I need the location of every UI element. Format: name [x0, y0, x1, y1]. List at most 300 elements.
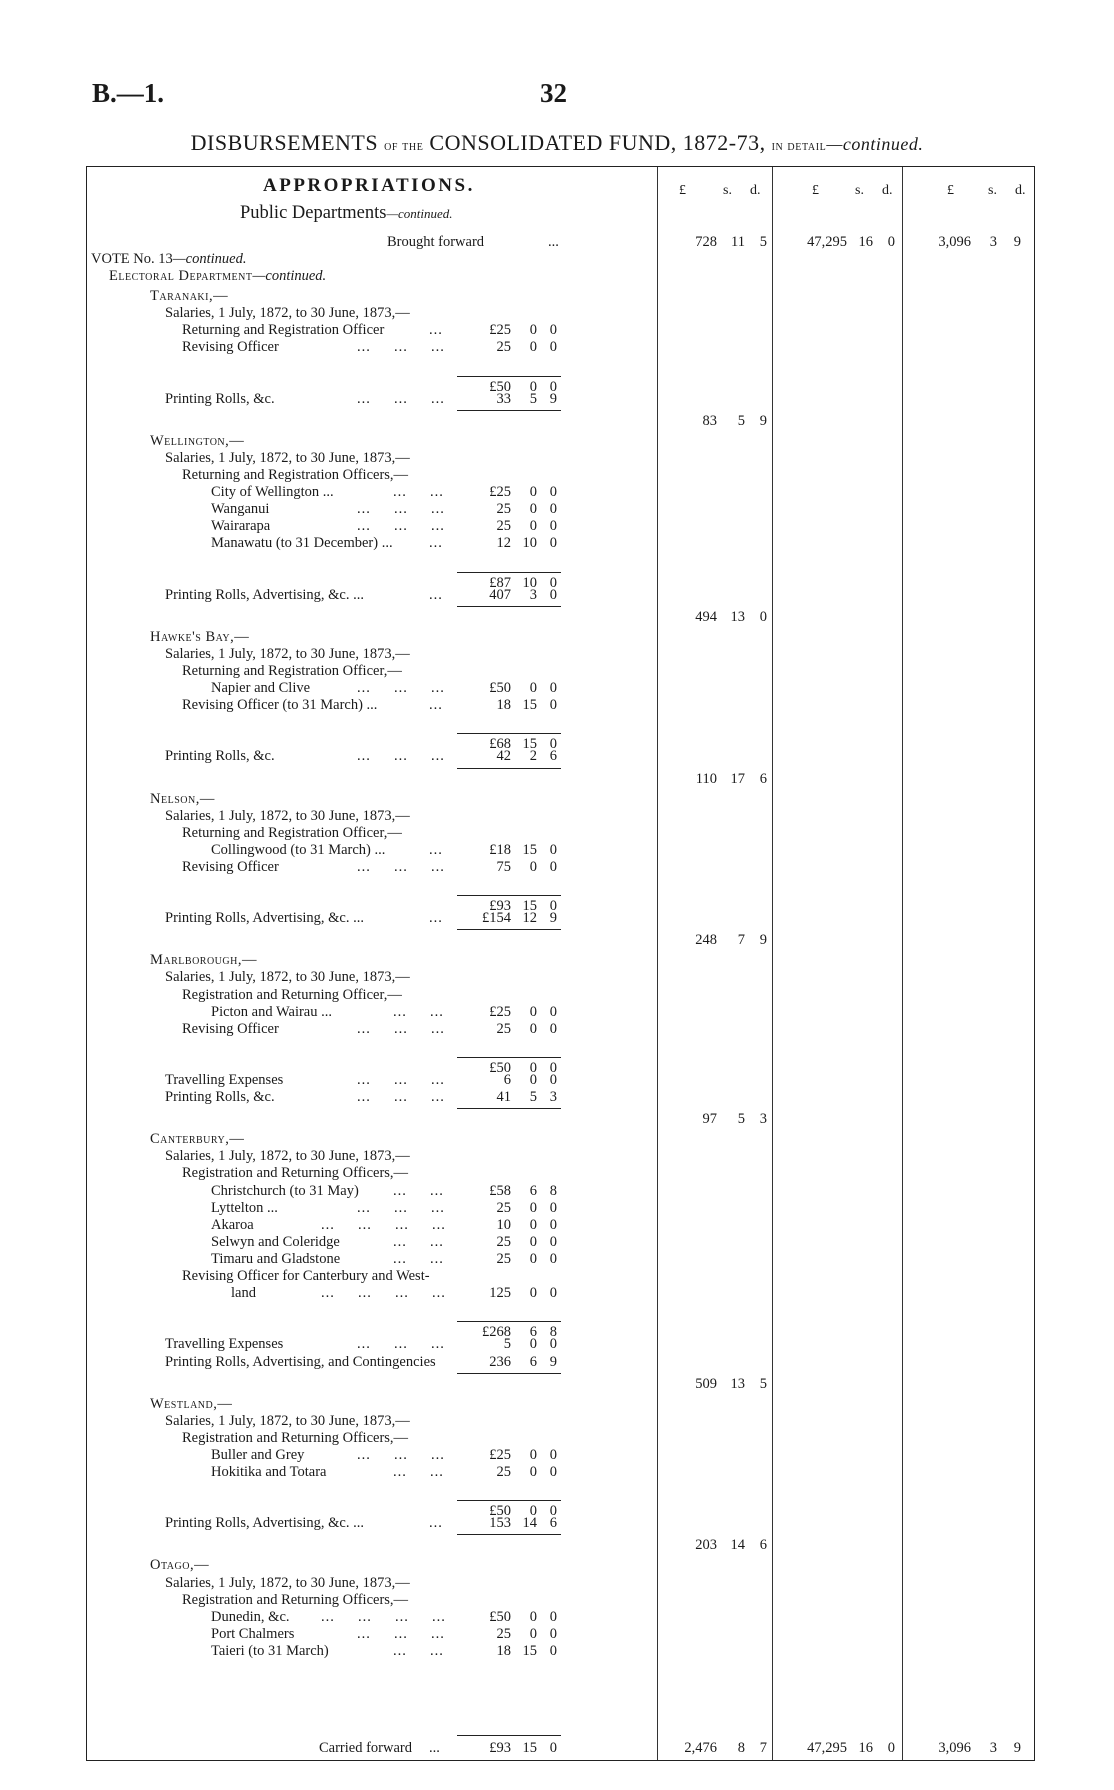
item-label: Registration and Returning Officers,—: [182, 1165, 409, 1182]
department-total-row: [87, 771, 1036, 788]
amount-pence: 8: [549, 1324, 557, 1341]
line-item: [87, 842, 1036, 859]
dot-leader: ... ...: [393, 1233, 444, 1250]
amount-shillings: 0: [529, 1250, 537, 1267]
shilling-caption: s.: [723, 183, 732, 198]
dot-leader: ...: [429, 586, 443, 603]
carried-forward-shillings: 8: [737, 1740, 745, 1756]
amount-pence: 0: [549, 1464, 557, 1480]
page-reference: B.—1.: [92, 78, 165, 108]
brought-forward-shillings: 16: [858, 234, 873, 250]
department-continued: —continued.: [252, 268, 327, 284]
total-shillings: 7: [737, 932, 745, 949]
item-label: Wanganui: [211, 501, 270, 518]
carried-forward-shillings: 15: [522, 1740, 537, 1756]
line-item: [87, 825, 1036, 842]
amount-shillings: 12: [522, 910, 537, 927]
line-item: [87, 1464, 1036, 1481]
section-subheading: [240, 205, 453, 227]
line-item: [87, 501, 1036, 518]
line-item: [87, 535, 1036, 552]
amount-pounds: £50: [489, 1608, 511, 1625]
amount-pounds: 153: [489, 1515, 511, 1532]
dot-leader: ... ... ...: [357, 1020, 445, 1037]
amount-shillings: 0: [529, 1233, 537, 1250]
item-label: Salaries, 1 July, 1872, to 30 June, 1873,—: [165, 645, 410, 662]
line-item: [87, 748, 1036, 765]
amount-pounds: 5: [503, 1336, 511, 1353]
item-label: Picton and Wairau ...: [211, 1003, 332, 1020]
amount-shillings: 0: [529, 858, 537, 875]
amount-pounds: 10: [496, 1216, 511, 1233]
amount-shillings: 15: [522, 1642, 537, 1659]
amount-pence: 0: [549, 322, 557, 339]
total-pounds: 248: [695, 932, 717, 949]
total-pounds: 494: [695, 608, 717, 625]
total-pounds: 203: [695, 1537, 717, 1554]
subtotal-rule: [457, 1373, 561, 1374]
amount-pounds: £268: [482, 1324, 511, 1341]
item-label: Revising Officer: [182, 858, 279, 875]
item-label: Taieri (to 31 March): [211, 1642, 329, 1659]
amount-shillings: 0: [529, 680, 537, 696]
carried-forward-shillings: 3: [989, 1740, 997, 1756]
amount-pence: 0: [549, 1003, 557, 1020]
amount-pounds: £25: [489, 1446, 511, 1463]
title-part-2: of the: [384, 139, 424, 154]
item-label: Revising Officer: [182, 339, 279, 356]
item-label: Nelson,—: [150, 790, 215, 807]
amount-pence: 0: [549, 1642, 557, 1659]
amount-pounds: £87: [489, 574, 511, 591]
item-label: Akaroa: [211, 1216, 254, 1233]
item-label: Salaries, 1 July, 1872, to 30 June, 1873,—: [165, 305, 410, 322]
amount-shillings: 0: [529, 322, 537, 339]
amount-pounds: £50: [489, 680, 511, 696]
amount-pence: 9: [549, 910, 557, 927]
amount-shillings: 10: [522, 574, 537, 591]
amount-shillings: 15: [522, 841, 537, 858]
amount-pounds: £25: [489, 322, 511, 339]
brought-forward-pence: 5: [759, 234, 767, 250]
amount-shillings: 15: [522, 898, 537, 915]
item-label: Registration and Returning Officers,—: [182, 1429, 409, 1446]
amount-pence: 0: [549, 535, 557, 552]
line-item: [87, 450, 1036, 467]
amount-shillings: 6: [529, 1353, 537, 1370]
department-line: [109, 268, 326, 285]
department-total-row: [87, 1111, 1036, 1128]
dot-leader: ... ... ... ...: [321, 1285, 446, 1302]
department-total-row: [87, 609, 1036, 626]
item-label: Hawke's Bay,—: [150, 628, 250, 645]
total-pounds: 83: [702, 412, 717, 429]
item-label: Salaries, 1 July, 1872, to 30 June, 1873,—: [165, 1574, 410, 1591]
department-total-row: [87, 413, 1036, 430]
line-item: [87, 1336, 1036, 1353]
amount-pounds: £68: [489, 736, 511, 753]
brought-forward-pounds: 3,096: [938, 234, 971, 250]
dot-leader: ... ...: [393, 1464, 444, 1480]
item-label: Revising Officer (to 31 March) ...: [182, 697, 378, 714]
line-item: [87, 1072, 1036, 1089]
amount-pounds: £154: [482, 910, 511, 927]
line-item: [87, 587, 1036, 604]
line-item: [87, 680, 1036, 697]
pound-caption: £: [947, 183, 954, 198]
dot-leader: ...: [429, 322, 443, 339]
amount-pence: 0: [549, 586, 557, 603]
amount-pence: 0: [549, 1059, 557, 1076]
item-label: Printing Rolls, &c.: [165, 748, 275, 765]
dot-leader: ... ...: [393, 484, 444, 500]
dot-leader: ...: [429, 697, 443, 714]
subtotal-rule: [457, 768, 561, 769]
amount-pounds: 18: [496, 697, 511, 714]
amount-shillings: 5: [529, 390, 537, 407]
amount-pence: 0: [549, 1625, 557, 1642]
item-label: Revising Officer: [182, 1020, 279, 1037]
amount-pence: 0: [549, 1020, 557, 1037]
line-item: [87, 484, 1036, 501]
amount-pounds: 25: [496, 501, 511, 518]
dot-leader: ...: [548, 234, 559, 250]
line-item: [87, 1285, 1036, 1302]
amount-pence: 0: [549, 378, 557, 395]
amount-pounds: 41: [496, 1089, 511, 1106]
item-label: Registration and Returning Officers,—: [182, 1591, 409, 1608]
line-item: [87, 305, 1036, 322]
amount-shillings: 0: [529, 378, 537, 395]
amount-pounds: 25: [496, 1020, 511, 1037]
total-shillings: 5: [737, 412, 745, 429]
brought-forward-pence: 0: [887, 234, 895, 250]
item-label: Christchurch (to 31 May): [211, 1182, 359, 1199]
brought-forward-shillings: 11: [731, 234, 745, 250]
amount-pence: 6: [549, 1515, 557, 1532]
amount-shillings: 6: [529, 1182, 537, 1199]
dot-leader: ... ... ...: [357, 1625, 445, 1642]
subtotal-rule: [457, 606, 561, 607]
item-label: Manawatu (to 31 December) ...: [211, 535, 393, 552]
subheading-continued: —continued.: [386, 206, 453, 221]
amount-shillings: 0: [529, 1446, 537, 1463]
item-label: Dunedin, &c.: [211, 1608, 290, 1625]
line-item: [87, 1148, 1036, 1165]
amount-pounds: £93: [489, 898, 511, 915]
department-total-row: [87, 1537, 1036, 1554]
line-item: [87, 391, 1036, 408]
amount-pence: 0: [549, 736, 557, 753]
dot-leader: ... ... ...: [357, 680, 445, 696]
line-item: [87, 969, 1036, 986]
pence-caption: d.: [1015, 183, 1026, 198]
item-label: Printing Rolls, &c.: [165, 1089, 275, 1106]
item-label: Lyttelton ...: [211, 1199, 278, 1216]
carried-forward-pounds: 2,476: [684, 1740, 717, 1756]
amount-pence: 0: [549, 1233, 557, 1250]
carried-forward-pounds: £93: [489, 1740, 511, 1756]
brought-forward-row: [87, 234, 1036, 251]
amount-shillings: 14: [522, 1515, 537, 1532]
title-part-3: CONSOLIDATED FUND, 1872-73,: [429, 130, 766, 155]
amount-pounds: 125: [489, 1285, 511, 1302]
item-label: Westland,—: [150, 1395, 233, 1412]
carried-forward-label: Carried forward: [319, 1740, 412, 1756]
total-shillings: 14: [730, 1537, 745, 1554]
amount-pence: 0: [549, 841, 557, 858]
amount-pounds: 18: [496, 1642, 511, 1659]
line-item: [87, 910, 1036, 927]
pound-caption: £: [812, 183, 819, 198]
amount-pounds: 25: [496, 1250, 511, 1267]
item-label: Printing Rolls, Advertising, &c. ...: [165, 910, 364, 927]
total-pence: 5: [759, 1375, 767, 1392]
item-label: Returning and Registration Officer,—: [182, 824, 402, 841]
district-heading: [87, 433, 1036, 450]
item-label: Selwyn and Coleridge: [211, 1233, 340, 1250]
carried-forward-pence: 0: [549, 1740, 557, 1756]
item-label: Printing Rolls, &c.: [165, 390, 275, 407]
amount-pounds: 25: [496, 518, 511, 535]
amount-pence: 8: [549, 1182, 557, 1199]
dot-leader: ... ...: [393, 1003, 444, 1020]
item-label: Salaries, 1 July, 1872, to 30 June, 1873,—: [165, 449, 410, 466]
amount-pounds: 25: [496, 1233, 511, 1250]
carried-forward-pence: 0: [887, 1740, 895, 1756]
amount-pounds: £18: [489, 841, 511, 858]
amount-pounds: £50: [489, 1059, 511, 1076]
dot-leader: ... ... ... ...: [321, 1608, 446, 1625]
vote-continued: —continued.: [172, 251, 247, 267]
item-label: Revising Officer for Canterbury and West-: [182, 1268, 430, 1284]
amount-pounds: £25: [489, 1003, 511, 1020]
line-item: [87, 1268, 1036, 1285]
line-item: [87, 1217, 1036, 1234]
amount-shillings: 5: [529, 1089, 537, 1106]
line-item: [87, 1609, 1036, 1626]
amount-pounds: 12: [496, 535, 511, 552]
amount-shillings: 0: [529, 501, 537, 518]
total-pounds: 509: [695, 1375, 717, 1392]
line-item: [87, 1004, 1036, 1021]
item-label: Returning and Registration Officer,—: [182, 662, 402, 679]
amount-pounds: 236: [489, 1353, 511, 1370]
amount-pounds: £50: [489, 378, 511, 395]
amount-shillings: 0: [529, 1020, 537, 1037]
department-label: Electoral Department: [109, 268, 253, 284]
amount-shillings: 0: [529, 1003, 537, 1020]
amount-pence: 0: [549, 697, 557, 714]
subtotal-rule: [457, 1500, 561, 1501]
amount-pence: 0: [549, 1285, 557, 1302]
item-label: Buller and Grey: [211, 1446, 305, 1463]
amount-pence: 0: [549, 898, 557, 915]
carried-forward-pounds: 47,295: [807, 1740, 847, 1756]
item-label: Canterbury,—: [150, 1131, 245, 1148]
amount-pounds: 6: [503, 1072, 511, 1088]
brought-forward-shillings: 3: [989, 234, 997, 250]
line-item: [87, 518, 1036, 535]
shilling-caption: s.: [855, 183, 864, 198]
district-heading: [87, 1131, 1036, 1148]
line-item: [87, 1251, 1036, 1268]
brought-forward-label: Brought forward: [387, 234, 485, 250]
line-item: [87, 322, 1036, 339]
amount-shillings: 0: [529, 1285, 537, 1302]
district-heading: [87, 791, 1036, 808]
item-label: Timaru and Gladstone: [211, 1250, 341, 1267]
shilling-caption: s.: [988, 183, 997, 198]
amount-pence: 0: [549, 1336, 557, 1353]
line-item: [87, 1089, 1036, 1106]
district-heading: [87, 288, 1036, 305]
subtotal-rule: [457, 733, 561, 734]
amount-pence: 0: [549, 1503, 557, 1520]
page-number: 32: [540, 78, 567, 108]
brought-forward-pounds: 47,295: [807, 234, 847, 250]
dot-leader: ... ... ...: [357, 501, 445, 518]
item-label: Salaries, 1 July, 1872, to 30 June, 1873,—: [165, 807, 410, 824]
carried-forward-pounds: 3,096: [938, 1740, 971, 1756]
item-label: Salaries, 1 July, 1872, to 30 June, 1873,—: [165, 969, 410, 986]
dot-leader: ... ... ...: [357, 748, 445, 765]
total-pounds: 110: [695, 770, 717, 787]
amount-pence: 0: [549, 1199, 557, 1216]
subheading-text: Public Departments: [240, 203, 387, 223]
title-part-5: —continued.: [826, 134, 924, 154]
amount-pounds: 25: [496, 1625, 511, 1642]
line-item: [87, 808, 1036, 825]
item-label: Collingwood (to 31 March) ...: [211, 841, 386, 858]
total-pence: 3: [759, 1111, 767, 1128]
amount-shillings: 0: [529, 1059, 537, 1076]
department-total-row: [87, 932, 1036, 949]
amount-pence: 9: [549, 390, 557, 407]
district-heading: [87, 629, 1036, 646]
total-pence: 9: [759, 412, 767, 429]
line-item: [87, 1575, 1036, 1592]
item-label: Hokitika and Totara: [211, 1464, 327, 1480]
amount-pence: 0: [549, 518, 557, 535]
amount-shillings: 0: [529, 1608, 537, 1625]
item-label: Wairarapa: [211, 518, 271, 535]
amount-pounds: 42: [496, 748, 511, 765]
pound-caption: £: [679, 183, 686, 198]
amount-shillings: 0: [529, 1503, 537, 1520]
line-item: [87, 1515, 1036, 1532]
carried-forward-shillings: 16: [858, 1740, 873, 1756]
total-shillings: 5: [737, 1111, 745, 1128]
line-item: [87, 1447, 1036, 1464]
carried-forward-pence: 7: [759, 1740, 767, 1756]
total-shillings: 13: [730, 1375, 745, 1392]
dot-leader: ... ...: [393, 1642, 444, 1659]
dot-leader: ... ...: [393, 1182, 444, 1199]
amount-shillings: 0: [529, 518, 537, 535]
item-label: Salaries, 1 July, 1872, to 30 June, 1873,—: [165, 1412, 410, 1429]
item-label: Returning and Registration Officer: [182, 322, 385, 339]
appropriations-table: [86, 166, 1035, 1761]
item-label: Napier and Clive: [211, 680, 311, 696]
dot-leader: ... ... ...: [357, 1089, 445, 1106]
amount-pence: 0: [549, 574, 557, 591]
amount-pounds: 25: [496, 339, 511, 356]
item-label: Otago,—: [150, 1557, 210, 1574]
amount-pounds: 407: [489, 586, 511, 603]
brought-forward-pounds: 728: [695, 234, 717, 250]
line-item: [87, 1200, 1036, 1217]
carried-forward-row: [87, 1740, 1036, 1757]
subtotal-rule: [457, 895, 561, 896]
line-item: [87, 1021, 1036, 1038]
amount-shillings: 0: [529, 1216, 537, 1233]
amount-pounds: £25: [489, 484, 511, 500]
amount-pence: 0: [549, 1446, 557, 1463]
amount-pounds: £58: [489, 1182, 511, 1199]
line-item: [87, 646, 1036, 663]
total-pence: 6: [759, 1537, 767, 1554]
amount-shillings: 6: [529, 1324, 537, 1341]
dot-leader: ... ... ...: [357, 1446, 445, 1463]
dot-leader: ... ... ...: [357, 1199, 445, 1216]
amount-shillings: 0: [529, 1625, 537, 1642]
dot-leader: ...: [429, 910, 443, 927]
dot-leader: ... ... ... ...: [321, 1216, 446, 1233]
dot-leader: ... ... ...: [357, 858, 445, 875]
amount-shillings: 3: [529, 586, 537, 603]
dot-leader: ... ... ...: [357, 1072, 445, 1088]
line-item: [87, 697, 1036, 714]
dot-leader: ...: [429, 1740, 440, 1756]
amount-pence: 3: [549, 1089, 557, 1106]
amount-shillings: 0: [529, 339, 537, 356]
line-item: [87, 1234, 1036, 1251]
amount-shillings: 15: [522, 697, 537, 714]
vote-label: VOTE No. 13: [91, 251, 173, 267]
title-part-4: in detail: [771, 139, 827, 154]
item-label: Travelling Expenses: [165, 1336, 284, 1353]
amount-pence: 0: [549, 1072, 557, 1088]
amount-pence: 0: [549, 1250, 557, 1267]
line-item: [87, 1354, 1036, 1371]
item-label: Travelling Expenses: [165, 1072, 284, 1088]
line-item: [87, 987, 1036, 1004]
subtotal-rule: [457, 572, 561, 573]
total-pounds: 97: [702, 1111, 717, 1128]
pence-caption: d.: [882, 183, 893, 198]
amount-pounds: £50: [489, 1503, 511, 1520]
dot-leader: ... ...: [393, 1250, 444, 1267]
amount-shillings: 15: [522, 736, 537, 753]
district-heading: [87, 952, 1036, 969]
pence-caption: d.: [750, 183, 761, 198]
dot-leader: ... ... ...: [357, 339, 445, 356]
subtotal-rule: [457, 929, 561, 930]
dot-leader: ... ... ...: [357, 518, 445, 535]
amount-pence: 6: [549, 748, 557, 765]
amount-pence: 0: [549, 1216, 557, 1233]
page-title: [0, 130, 1114, 156]
item-label: Printing Rolls, Advertising, &c. ...: [165, 1515, 364, 1532]
line-item: [87, 1430, 1036, 1447]
total-pence: 6: [759, 770, 767, 787]
line-item: [87, 339, 1036, 356]
line-item: [87, 1626, 1036, 1643]
brought-forward-pence: 9: [1013, 234, 1021, 250]
subtotal-rule: [457, 1108, 561, 1109]
amount-shillings: 2: [529, 748, 537, 765]
